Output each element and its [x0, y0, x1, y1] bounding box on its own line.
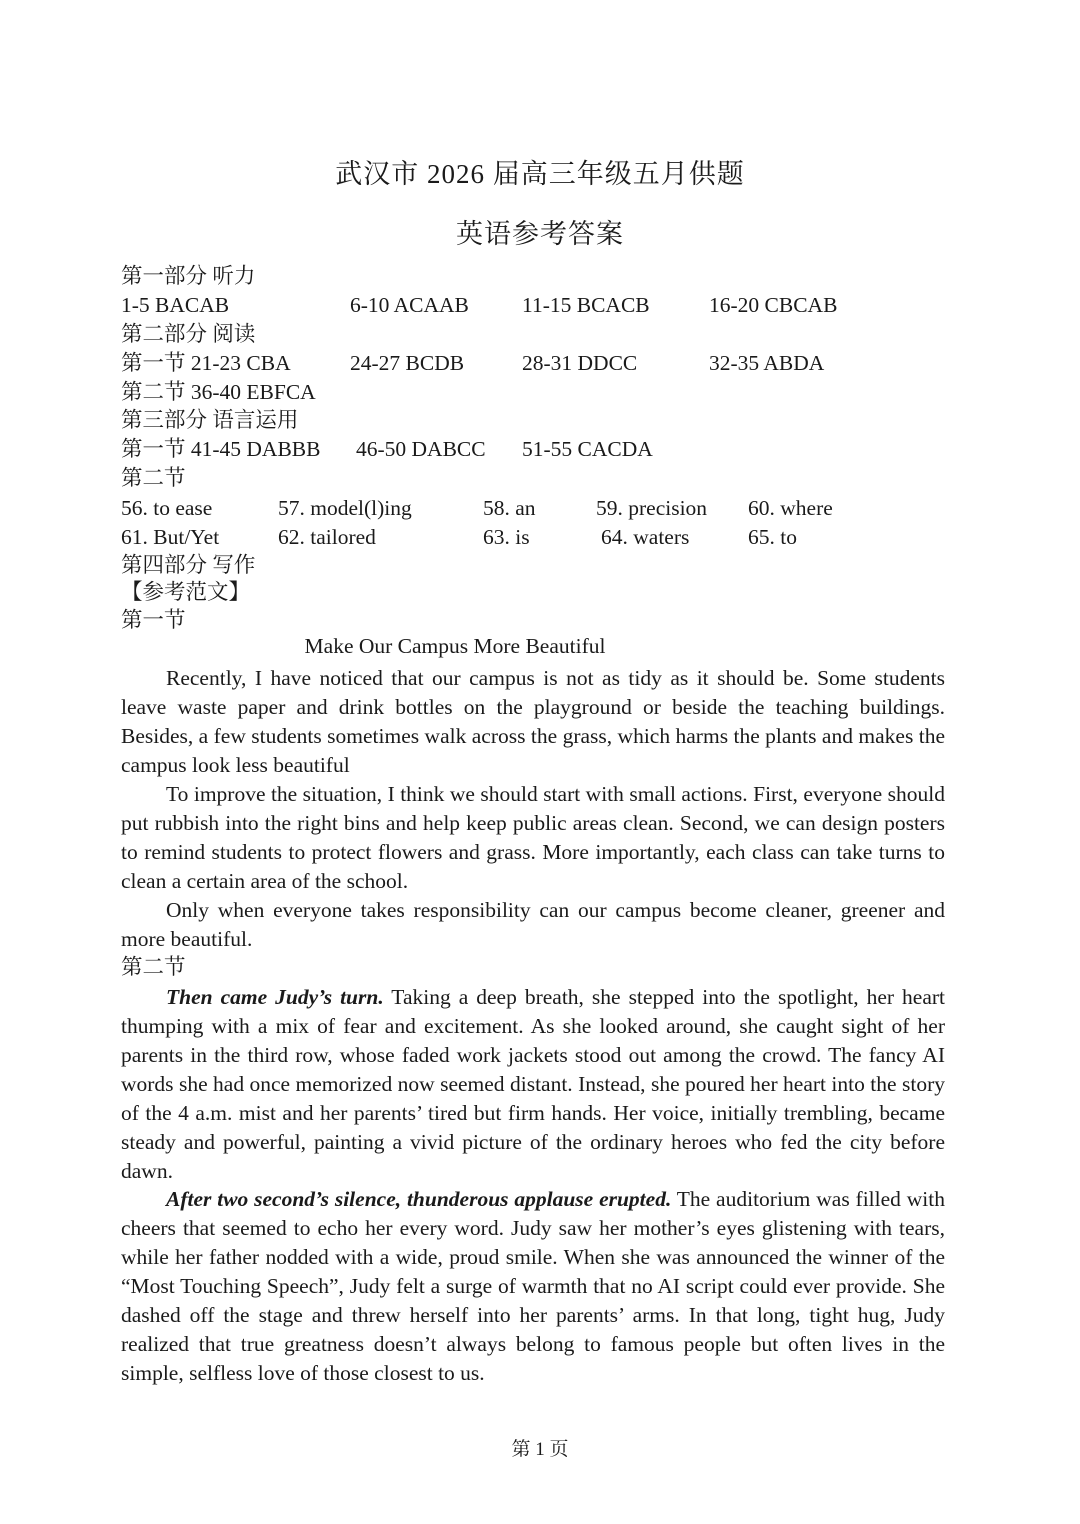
part2-section1-row — [121, 349, 961, 378]
essay-paragraph: Recently, I have noticed that our campus is not as tidy as it should be. Some students leave waste paper and drink bottles on the playground or beside the teaching buildings. Besides, a few students sometimes walk across the grass, which harms the plants and makes the campus look less beautiful — [121, 666, 945, 777]
page-title: 武汉市 2026 届高三年级五月供题 — [335, 159, 745, 189]
story-text: The auditorium was filled with cheers that seemed to echo her every word. Judy saw her mother’s eyes glistening with tears, while her father nodded with a wide, proud smile. When she was announced the winner of the “Most Touching Speech”, Judy felt a surge of warmth that no AI script could ever provide. She dashed off the stage and threw herself into her parents’ arms. In that long, tight hug, Judy realized that true greatness doesn’t always belong to famous people but often lives in the simple, selfless love of those closest to us. — [121, 1187, 945, 1385]
story-lead-sentence: Then came Judy’s turn. — [166, 985, 384, 1009]
page-number: 第 1 页 — [511, 1439, 569, 1460]
part3-heading: 第三部分 语言运用 — [121, 408, 299, 432]
story-paragraph — [121, 983, 945, 1186]
answer-group: 32-35 ABDA — [709, 351, 825, 375]
fill-answer: 56. to ease — [121, 496, 213, 520]
essay-paragraph: To improve the situation, I think we should start with small actions. First, everyone should put rubbish into the right bins and help keep public areas clean. Second, we can design posters to remind students to protect flowers and grass. More importantly, each class can take turns to clean a certain area of the school. — [121, 782, 945, 893]
answer-group: 11-15 BCACB — [522, 293, 650, 317]
answer-group: 51-55 CACDA — [522, 437, 653, 461]
answer-group: 第一节 41-45 DABBB — [121, 437, 321, 461]
story-paragraph — [121, 1185, 945, 1388]
part2-heading: 第二部分 阅读 — [121, 322, 256, 346]
fill-answers-row — [121, 523, 961, 552]
part4-section1-label: 第一节 — [121, 608, 186, 632]
answer-group: 16-20 CBCAB — [709, 293, 838, 317]
essay-paragraph: Only when everyone takes responsibility can our campus become cleaner, greener and more beautiful. — [121, 898, 945, 951]
part1-heading: 第一部分 听力 — [121, 264, 256, 288]
answer-group: 1-5 BACAB — [121, 293, 230, 317]
essay-title: Make Our Campus More Beautiful — [304, 634, 606, 658]
fill-answer: 65. to — [748, 525, 797, 549]
answer-group: 46-50 DABCC — [356, 437, 486, 461]
page-subtitle: 英语参考答案 — [456, 219, 624, 249]
fill-answer: 59. precision — [596, 496, 708, 520]
fill-answer: 64. waters — [601, 525, 690, 549]
fill-answer: 60. where — [748, 496, 833, 520]
part3-section2-heading: 第二节 — [121, 466, 186, 490]
answer-group: 28-31 DDCC — [522, 351, 638, 375]
fill-answer: 57. model(l)ing — [278, 496, 412, 520]
answer-group: 24-27 BCDB — [350, 351, 465, 375]
part2-section2: 第二节 36-40 EBFCA — [121, 380, 316, 404]
fill-answer: 62. tailored — [278, 525, 376, 549]
fill-answer: 61. But/Yet — [121, 525, 220, 549]
part4-heading: 第四部分 写作 — [121, 553, 256, 577]
answer-group: 第一节 21-23 CBA — [121, 351, 291, 375]
part4-section2-label: 第二节 — [121, 955, 186, 979]
fill-answer: 58. an — [483, 496, 536, 520]
story-text: Taking a deep breath, she stepped into the spotlight, her heart thumping with a mix of fear and excitement. As she looked around, she caught sight of her parents in the third row, whose faded work jackets stood out among the crowd. The fancy AI words she had once memorized now seemed distant. Instead, she poured her heart into the story of the 4 a.m. mist and her parents’ tired but firm hands. Her voice, initially trembling, became steady and powerful, painting a vivid picture of the ordinary heroes who fed the city before dawn. — [121, 985, 945, 1183]
fill-answer: 63. is — [483, 525, 530, 549]
part1-answers-row — [121, 291, 961, 320]
answer-group: 6-10 ACAAB — [350, 293, 469, 317]
story-lead-sentence: After two second’s silence, thunderous applause erupted. — [166, 1187, 672, 1211]
part3-section1-row — [121, 435, 961, 464]
fill-answers-row — [121, 494, 961, 523]
sample-essay-label: 【参考范文】 — [121, 580, 251, 604]
